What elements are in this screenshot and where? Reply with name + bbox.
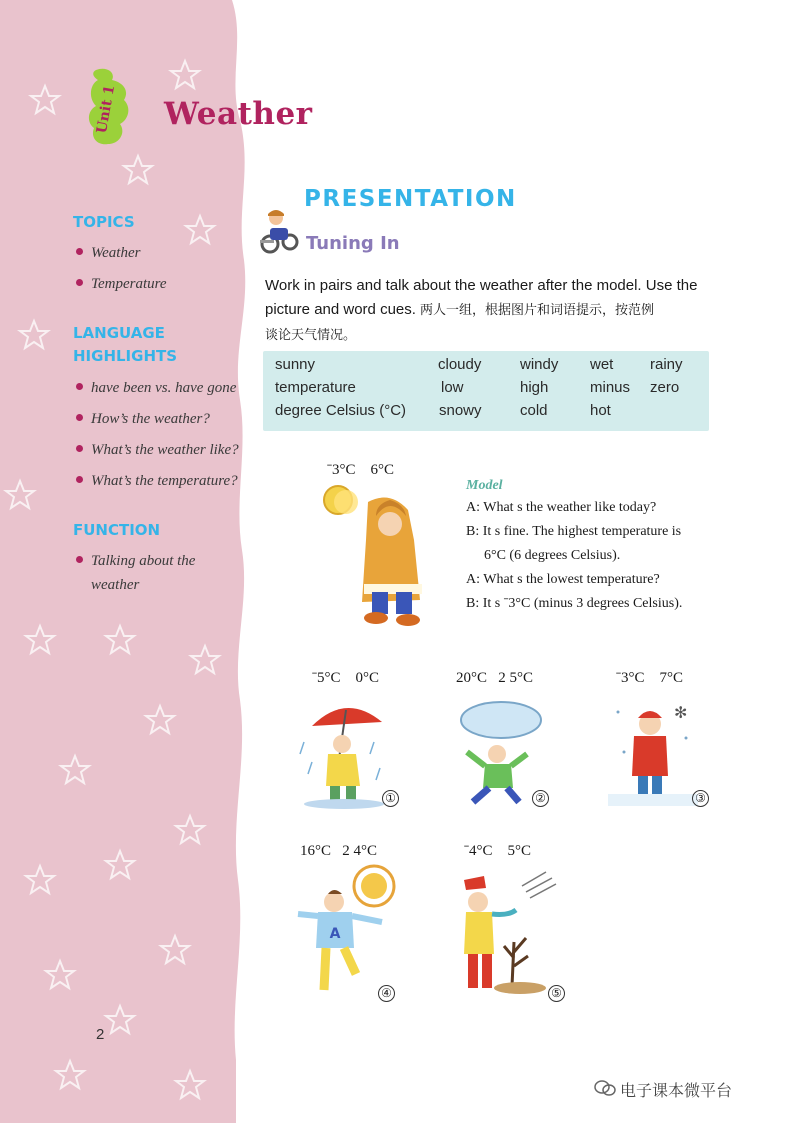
model-label: Model	[466, 478, 503, 493]
language-heading: LANGUAGE HIGHLIGHTS	[73, 324, 178, 365]
temperature-range: ˉ5°C 0°C	[312, 670, 380, 686]
unit-logo-icon	[86, 66, 134, 148]
word-cue: low	[441, 379, 464, 396]
language-item: How’s the weather?	[76, 407, 210, 431]
boy-in-wind-illustration	[452, 862, 562, 1000]
temperature-range: 16°C 2 4°C	[300, 843, 378, 859]
topic-item: Weather	[76, 241, 140, 265]
picture-number: ③	[692, 790, 709, 807]
language-item: What’s the temperature?	[76, 469, 238, 493]
function-heading: FUNCTION	[73, 521, 161, 539]
word-cue: degree Celsius (°C)	[275, 402, 407, 419]
word-cues-box	[263, 351, 709, 431]
dialogue-line: A: What s the weather like today?	[466, 500, 657, 515]
wechat-icon	[594, 1079, 616, 1097]
word-cue: hot	[590, 402, 611, 419]
bullet	[76, 476, 83, 483]
picture-number: ④	[378, 985, 395, 1002]
bullet	[76, 414, 83, 421]
word-cue: cloudy	[438, 356, 482, 373]
boy-in-sun-illustration	[294, 862, 404, 1000]
instruction-text: Work in pairs and talk about the weather after the model. Use the picture and word cues. 两人一组，根据图片和词语提示，按范例 谈论天气情况。	[265, 277, 698, 343]
language-item: have been vs. have gone	[76, 376, 236, 400]
svg-text:A: A	[329, 926, 341, 942]
subsection-heading: Tuning In	[306, 233, 400, 254]
bullet	[76, 556, 83, 563]
topics-heading: TOPICS	[73, 213, 135, 231]
temperature-range: ˉ3°C 6°C	[327, 462, 395, 478]
word-cue: wet	[590, 356, 614, 373]
temperature-range: ˉ3°C 7°C	[616, 670, 684, 686]
picture-number: ①	[382, 790, 399, 807]
word-cue: high	[520, 379, 549, 396]
boy-on-wheels-icon	[256, 204, 302, 254]
bullet	[76, 279, 83, 286]
bullet	[76, 248, 83, 255]
dialogue-line: B: It s ˉ3°C (minus 3 degrees Celsius).	[466, 596, 683, 611]
girl-in-raincoat-illustration	[318, 480, 426, 630]
footer-brand: 电子课本微平台	[620, 1081, 733, 1100]
svg-text:Unit 1: Unit 1	[93, 83, 119, 135]
bullet	[76, 383, 83, 390]
word-cue: temperature	[275, 379, 356, 396]
boy-with-umbrella-illustration	[298, 692, 388, 810]
temperature-range: ˉ4°C 5°C	[464, 843, 532, 859]
boy-under-cloud-illustration	[455, 692, 545, 810]
word-cue: cold	[520, 402, 548, 419]
dialogue-line: B: It s fine. The highest temperature is	[466, 524, 682, 539]
svg-text:✻: ✻	[674, 703, 688, 722]
topic-item: Temperature	[76, 272, 167, 296]
temperature-range: 20°C 2 5°C	[456, 670, 534, 686]
picture-number: ②	[532, 790, 549, 807]
picture-number: ⑤	[548, 985, 565, 1002]
word-cue: snowy	[439, 402, 482, 419]
bullet	[76, 445, 83, 452]
section-heading: PRESENTATION	[304, 186, 517, 212]
dialogue-line: A: What s the lowest temperature?	[466, 572, 660, 587]
function-item: Talking about the weather	[76, 549, 195, 597]
word-cue: sunny	[275, 356, 316, 373]
child-in-snow-illustration	[608, 692, 698, 810]
word-cue: minus	[590, 379, 631, 396]
page-number: 2	[96, 1026, 105, 1043]
word-cue: rainy	[650, 356, 683, 373]
unit-title: Weather	[164, 96, 313, 132]
dialogue-line: 6°C (6 degrees Celsius).	[484, 548, 621, 563]
word-cue: zero	[650, 379, 680, 396]
language-item: What’s the weather like?	[76, 438, 239, 462]
word-cue: windy	[520, 356, 559, 373]
